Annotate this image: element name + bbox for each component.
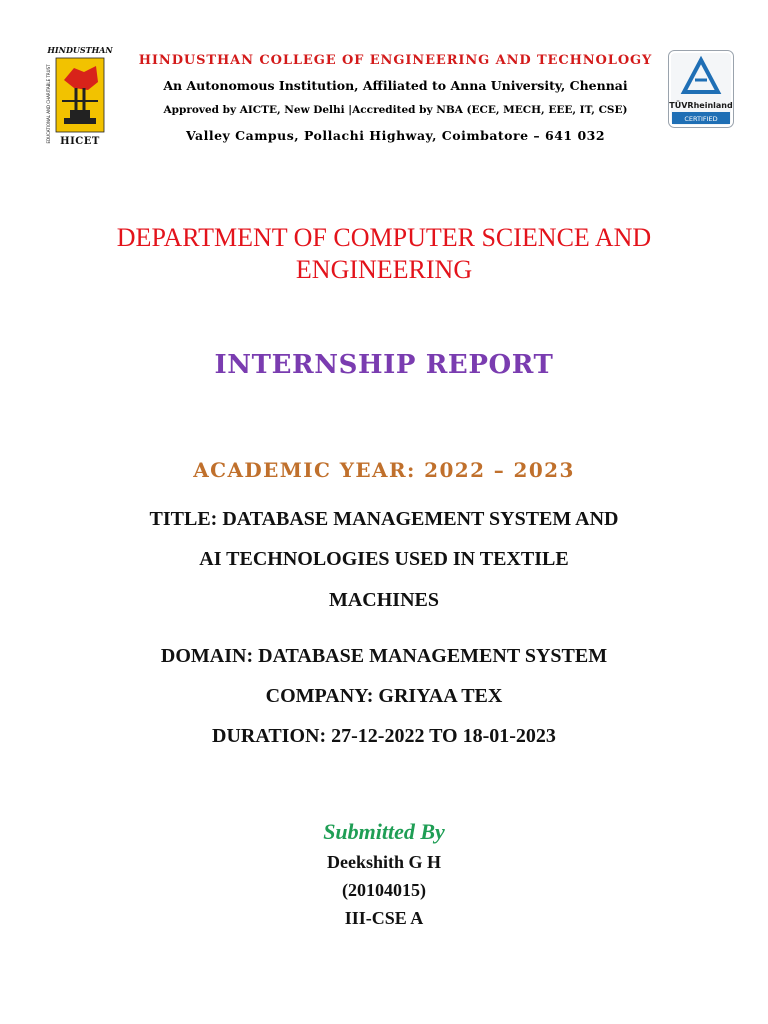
student-register-number: (20104015) bbox=[342, 880, 426, 900]
college-affiliation: An Autonomous Institution, Affiliated to Anna University, Chennai bbox=[163, 78, 628, 93]
tuv-certified-text: CERTIFIED bbox=[684, 115, 718, 123]
student-class: III-CSE A bbox=[344, 908, 424, 928]
department-title bbox=[40, 222, 728, 286]
student-name: Deekshith G H bbox=[326, 852, 441, 872]
report-duration: DURATION: 27-12-2022 TO 18-01-2023 bbox=[212, 725, 556, 747]
report-title-line-2: AI TECHNOLOGIES USED IN TEXTILE bbox=[199, 548, 569, 570]
report-title-line-3: MACHINES bbox=[328, 589, 439, 611]
logo-title-text: HINDUSTHAN bbox=[47, 45, 113, 55]
submitted-by-label: Submitted By bbox=[323, 819, 445, 844]
college-logo bbox=[40, 44, 120, 148]
report-heading: INTERNSHIP REPORT bbox=[214, 350, 554, 380]
college-address: Valley Campus, Pollachi Highway, Coimbatore – 641 032 bbox=[185, 128, 606, 143]
department-line-2: ENGINEERING bbox=[295, 255, 473, 284]
report-domain: DOMAIN: DATABASE MANAGEMENT SYSTEM bbox=[160, 645, 608, 667]
college-name: HINDUSTHAN COLLEGE OF ENGINEERING AND TECHNOLOGY bbox=[138, 53, 653, 68]
logo-abbrev-text: HICET bbox=[60, 136, 100, 147]
academic-year: ACADEMIC YEAR: 2022 – 2023 bbox=[193, 458, 575, 482]
report-company: COMPANY: GRIYAA TEX bbox=[265, 685, 503, 707]
college-approval: Approved by AICTE, New Delhi |Accredited by NBA (ECE, MECH, EEE, IT, CSE) bbox=[163, 104, 628, 116]
tuv-certification-logo bbox=[668, 50, 734, 128]
college-header bbox=[128, 48, 663, 148]
tuv-brand-text: TÜVRheinland bbox=[669, 101, 733, 110]
report-title-line-1: TITLE: DATABASE MANAGEMENT SYSTEM AND bbox=[149, 508, 619, 530]
department-line-1: DEPARTMENT OF COMPUTER SCIENCE AND bbox=[116, 223, 652, 252]
logo-side-text: EDUCATIONAL AND CHARITABLE TRUST bbox=[46, 64, 51, 144]
